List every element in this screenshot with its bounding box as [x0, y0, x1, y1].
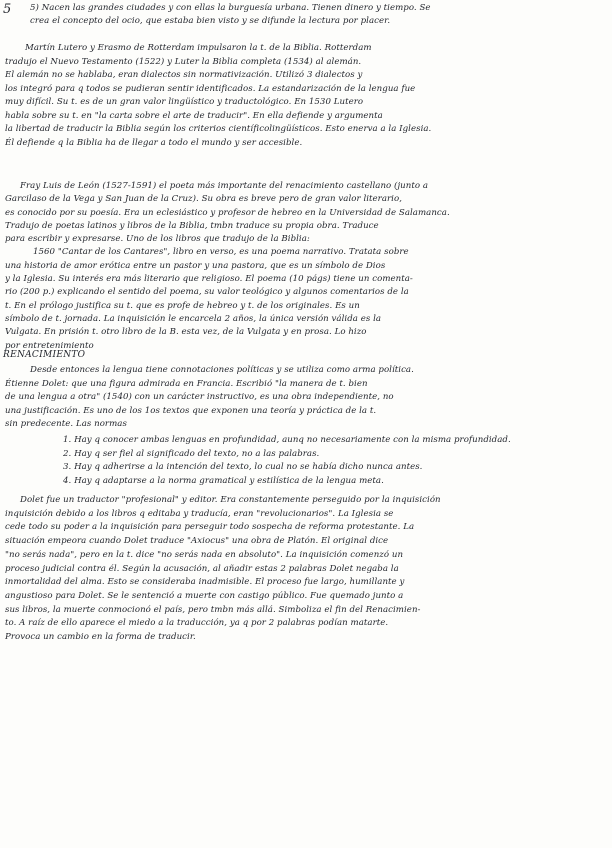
text-line: proceso judicial contra él. Según la acusación, al añadir estas 2 palabras Dolet negaba la	[5, 563, 399, 574]
text-line: es conocido por su poesía. Era un eclesiástico y profesor de hebreo en la Universidad de Salamanca.	[5, 207, 450, 218]
text-line: 1560 "Cantar de los Cantares", libro en verso, es una poema narrativo. Tratata sobre	[33, 247, 409, 258]
text-line: Provoca un cambio en la forma de traducir.	[5, 632, 196, 643]
text-line: "no serás nada", pero en la t. dice "no serás nada en absoluto". La inquisición comenzó un	[5, 549, 404, 560]
text-line: t. En el prólogo justifica su t. que es profe de hebreo y t. de los originales. Es un	[5, 300, 360, 311]
text-line: Dolet fue un traductor "profesional" y editor. Era constantemente perseguido por la inquisición	[20, 495, 441, 505]
text-line: Garcilaso de la Vega y San Juan de la Cruz). Su obra es breve pero de gran valor literario,	[5, 194, 402, 205]
list-item: 3. Hay q adherirse a la intención del texto, lo cual no se había dicho nunca antes.	[63, 462, 423, 472]
text-line: crea el concepto del ocio, que estaba bien visto y se difunde la lectura por placer.	[30, 15, 391, 26]
list-item: 1. Hay q conocer ambas lenguas en profundidad, aunq no necesariamente con la misma profundidad.	[63, 435, 511, 445]
text-line: inquisición debido a los libros q editaba y traducía, eran "revolucionarios". La Iglesia se	[5, 508, 394, 519]
text-line: to. A raíz de ello aparece el miedo a la traducción, ya q por 2 palabras podían matarte.	[5, 618, 389, 629]
text-line: habla sobre su t. en "la carta sobre el arte de traducir". En ella defiende y argumenta	[5, 110, 383, 121]
text-line: Étienne Dolet: que una figura admirada en Francia. Escribió "la manera de t. bien	[5, 378, 368, 389]
text-line: cede todo su poder a la inquisición para perseguir todo sospecha de reforma protestante. La	[5, 522, 415, 533]
text-line: angustioso para Dolet. Se le sentenció a muerte con castigo público. Fue quemado junto a	[5, 590, 404, 601]
text-line: sin predecente. Las normas	[5, 419, 127, 430]
paragraph-etienne-dolet	[5, 364, 605, 432]
text-line: por entretenimiento	[5, 340, 94, 351]
text-line: una historia de amor erótica entre un pastor y una pastora, que es un símbolo de Dios	[5, 260, 386, 271]
text-line: y la Iglesia. Su interés era más literario que religioso. El poema (10 págs) tiene un comenta-	[5, 274, 413, 285]
list-item: 2. Hay q ser fiel al significado del texto, no a las palabras.	[63, 448, 320, 459]
text-line: de una lengua a otra" (1540) con un carácter instructivo, es una obra independiente, no	[5, 392, 394, 403]
text-line: los integró para q todos se pudieran sentir identificados. La estandarización de la lengua fue	[5, 83, 416, 94]
text-line: Desde entonces la lengua tiene connotaciones políticas y se utiliza como arma política.	[30, 365, 414, 375]
text-line: Vulgata. En prisión t. otro libro de la B. esta vez, de la Vulgata y en prosa. Lo hizo	[5, 327, 367, 338]
paragraph-fray-luis-de-leon	[5, 180, 605, 353]
text-line: Martín Lutero y Erasmo de Rotterdam impulsaron la t. de la Biblia. Rotterdam	[25, 43, 372, 53]
text-line: tradujo el Nuevo Testamento (1522) y Luter la Biblia completa (1534) al alemán.	[5, 56, 362, 67]
text-line: Fray Luis de León (1527-1591) el poeta más importante del renacimiento castellano (junto a	[20, 181, 429, 191]
text-line: sus libros, la muerte conmocionó el país, pero tmbn más allá. Simboliza el fin del Renacimien-	[5, 604, 421, 615]
paragraph-urban-bourgeoisie	[30, 2, 605, 27]
text-line: para escribir y expresarse. Uno de los libros que tradujo de la Biblia:	[5, 234, 310, 245]
translation-norms-list	[5, 434, 605, 488]
text-line: El alemán no se hablaba, eran dialectos sin normativización. Utilizó 3 dialectos y	[5, 70, 363, 80]
text-line: muy difícil. Su t. es de un gran valor lingüístico y traductológico. En 1530 Lutero	[5, 97, 364, 107]
text-line: Él defiende q la Biblia ha de llegar a todo el mundo y ser accesible.	[5, 137, 303, 148]
section-heading: RENACIMIENTO	[3, 350, 86, 360]
text-line: símbolo de t. jornada. La inquisición le encarcela 2 años, la única versión válida es la	[5, 313, 382, 324]
text-line: la libertad de traducir la Biblia según los criterios científicolingüísticos. Esto enerva a la Iglesia.	[5, 124, 432, 134]
text-line: una justificación. Es uno de los 1os textos que exponen una teoría y práctica de la t.	[5, 405, 377, 416]
text-line: rio (200 p.) explicando el sentido del poema, su valor teológico y algunos comentarios de la	[5, 287, 409, 298]
text-line: Tradujo de poetas latinos y libros de la Biblia, tmbn traduce su propia obra. Traduce	[5, 220, 379, 231]
paragraph-dolet-inquisition	[5, 494, 605, 645]
text-line: inmortalidad del alma. Esto se consideraba inadmisible. El proceso fue largo, humillante y	[5, 577, 405, 588]
text-line: 5) Nacen las grandes ciudades y con ellas la burguesía urbana. Tienen dinero y tiempo. Se	[30, 3, 431, 13]
list-item: 4. Hay q adaptarse a la norma gramatical y estilística de la lengua meta.	[63, 475, 384, 486]
paragraph-luther-erasmus	[5, 42, 605, 150]
text-line: situación empeora cuando Dolet traduce "Axiocus" una obra de Platón. El original dice	[5, 536, 389, 547]
page-number: 5	[3, 2, 12, 17]
